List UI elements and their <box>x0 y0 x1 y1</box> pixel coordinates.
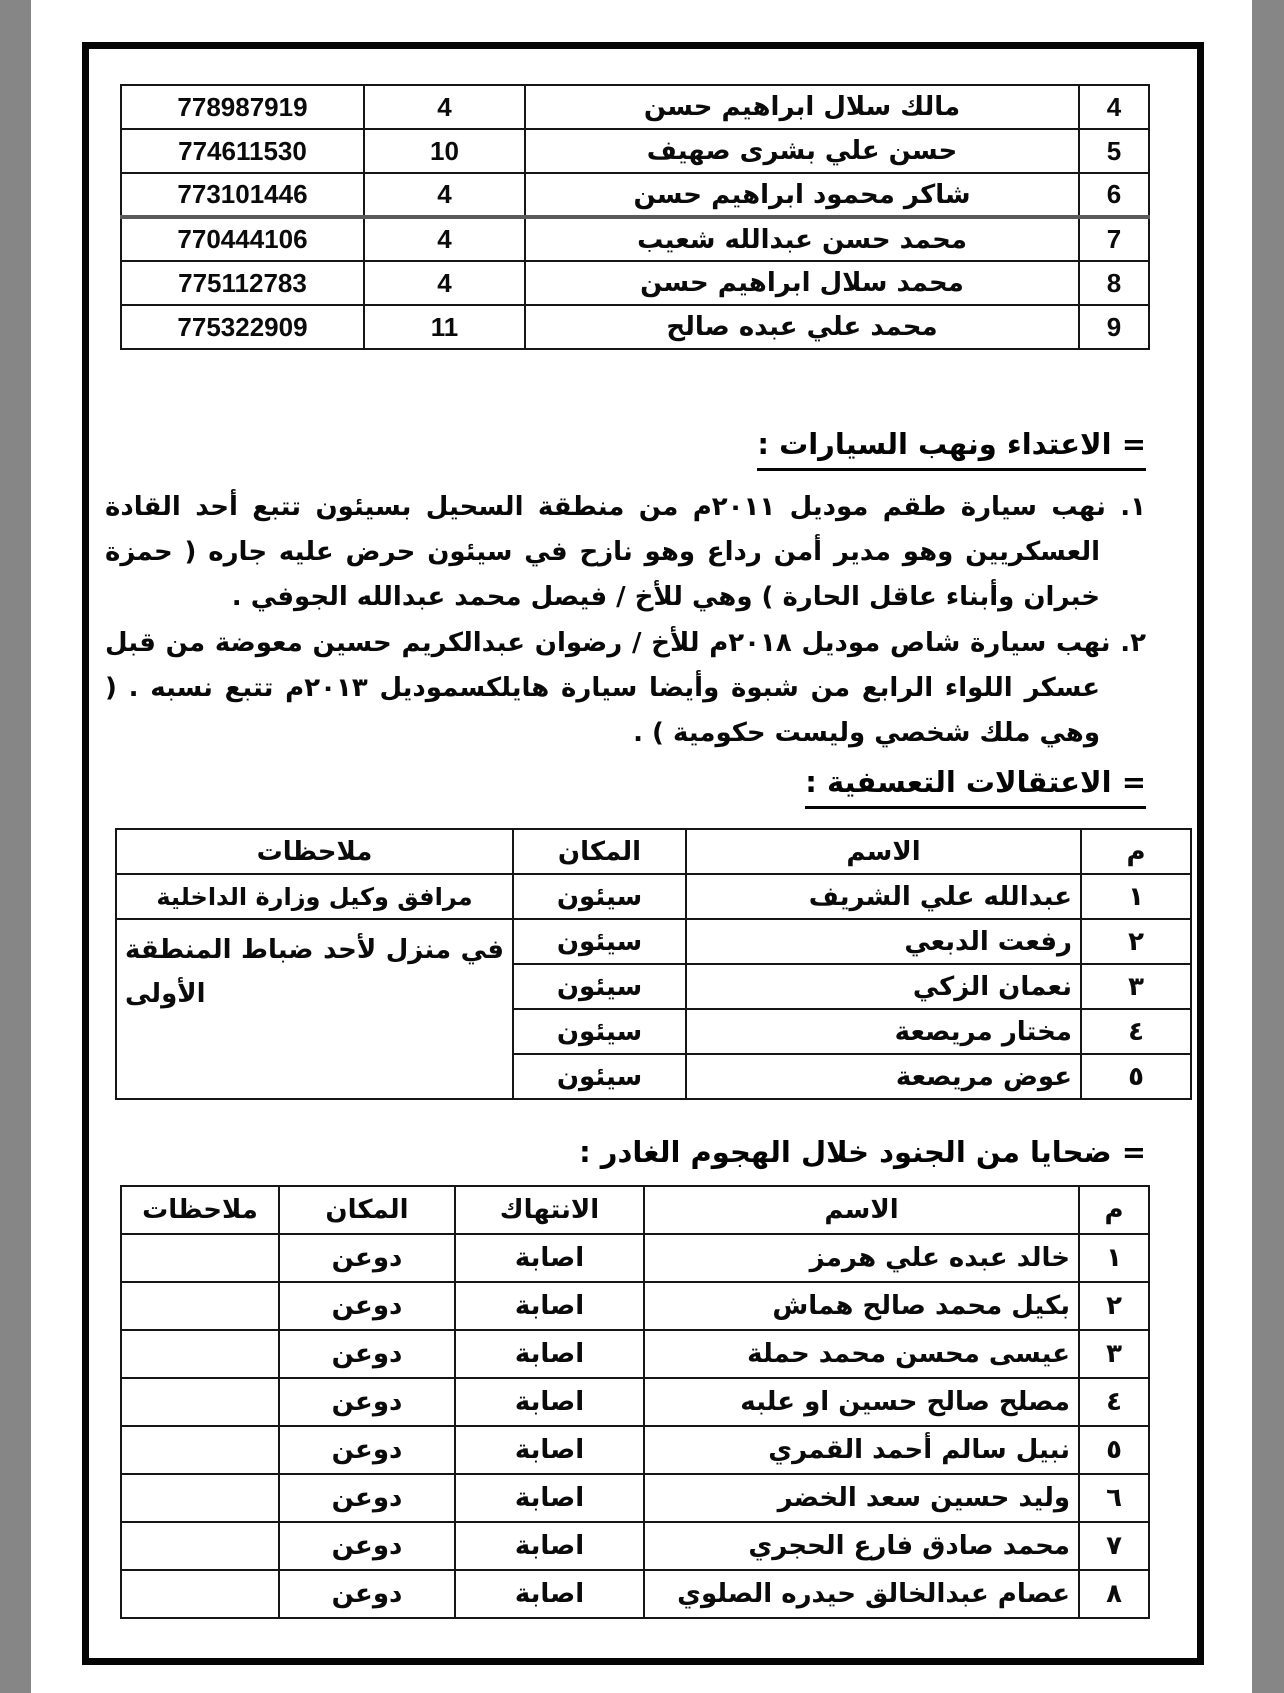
victims-section-title: = ضحايا من الجنود خلال الهجوم الغادر : <box>579 1135 1146 1169</box>
violation-cell: اصابة <box>455 1522 644 1570</box>
notes-cell <box>121 1330 279 1378</box>
row-number: ٣ <box>1079 1330 1149 1378</box>
table-row <box>121 1378 1149 1426</box>
violation-cell: اصابة <box>455 1426 644 1474</box>
place-cell: دوعن <box>279 1570 455 1618</box>
row-number: 5 <box>1079 129 1149 173</box>
notes-cell <box>121 1282 279 1330</box>
header-row <box>116 829 1191 874</box>
row-number: 8 <box>1079 261 1149 305</box>
violation-cell: اصابة <box>455 1234 644 1282</box>
violation-cell: اصابة <box>455 1330 644 1378</box>
person-name: نبيل سالم أحمد القمري <box>644 1426 1079 1474</box>
row-number: ٤ <box>1081 1009 1191 1054</box>
row-number: ٧ <box>1079 1522 1149 1570</box>
violation-cell: اصابة <box>455 1474 644 1522</box>
col-header-violation: الانتهاك <box>455 1186 644 1234</box>
phone-number: 774611530 <box>121 129 364 173</box>
col-header-num: م <box>1081 829 1191 874</box>
table-row <box>121 1234 1149 1282</box>
table-row <box>121 1282 1149 1330</box>
person-name: مختار مريصعة <box>686 1009 1081 1054</box>
violation-cell: اصابة <box>455 1570 644 1618</box>
table-row <box>116 874 1191 919</box>
table-row <box>121 129 1149 173</box>
person-name: شاكر محمود ابراهيم حسن <box>525 173 1079 217</box>
person-name: حسن علي بشرى صهيف <box>525 129 1079 173</box>
phone-number: 770444106 <box>121 217 364 261</box>
left-gray-strip <box>0 0 31 1693</box>
person-name: عوض مريصعة <box>686 1054 1081 1099</box>
count-value: 4 <box>364 261 525 305</box>
count-value: 4 <box>364 85 525 129</box>
person-name: خالد عبده علي هرمز <box>644 1234 1079 1282</box>
right-gray-strip <box>1252 0 1284 1693</box>
place-cell: دوعن <box>279 1378 455 1426</box>
assault-section-title: = الاعتداء ونهب السيارات : <box>757 427 1146 461</box>
phone-number: 775322909 <box>121 305 364 349</box>
row-number: 4 <box>1079 85 1149 129</box>
person-name: محمد حسن عبدالله شعيب <box>525 217 1079 261</box>
col-header-place: المكان <box>279 1186 455 1234</box>
place-cell: دوعن <box>279 1234 455 1282</box>
person-name: محمد سلال ابراهيم حسن <box>525 261 1079 305</box>
person-name: عصام عبدالخالق حيدره الصلوي <box>644 1570 1079 1618</box>
phone-number: 778987919 <box>121 85 364 129</box>
arrests-section-title: = الاعتقالات التعسفية : <box>805 765 1146 799</box>
merged-notes-cell: في منزل لأحد ضباط المنطقة الأولى <box>116 919 513 1099</box>
table-row <box>121 85 1149 129</box>
person-name: مالك سلال ابراهيم حسن <box>525 85 1079 129</box>
count-value: 4 <box>364 173 525 217</box>
table-row <box>121 1570 1149 1618</box>
person-name: محمد صادق فارع الحجري <box>644 1522 1079 1570</box>
table-row <box>121 1522 1149 1570</box>
person-name: نعمان الزكي <box>686 964 1081 1009</box>
table-row <box>121 1330 1149 1378</box>
col-header-name: الاسم <box>686 829 1081 874</box>
col-header-notes: ملاحظات <box>121 1186 279 1234</box>
place-cell: سيئون <box>513 964 686 1009</box>
count-value: 11 <box>364 305 525 349</box>
row-number: ٥ <box>1081 1054 1191 1099</box>
person-name: بكيل محمد صالح هماش <box>644 1282 1079 1330</box>
place-cell: سيئون <box>513 1054 686 1099</box>
place-cell: دوعن <box>279 1426 455 1474</box>
phones-table <box>120 84 1150 350</box>
person-name: وليد حسين سعد الخضر <box>644 1474 1079 1522</box>
notes-cell <box>121 1522 279 1570</box>
row-number: ٦ <box>1079 1474 1149 1522</box>
row-number: ١ <box>1081 874 1191 919</box>
violation-cell: اصابة <box>455 1282 644 1330</box>
assault-item-2: ٢. نهب سيارة شاص موديل ٢٠١٨م للأخ / رضوان عبدالكريم حسين معوضة من قبل عسكر اللواء الرابع من شبوة وأيضا سيارة هايلكسموديل ٢٠١٣م تتبع نسبه . ( وهي ملك شخصي وليست حكومية ) . <box>105 628 1146 748</box>
count-value: 4 <box>364 217 525 261</box>
table-row <box>121 261 1149 305</box>
col-header-num: م <box>1079 1186 1149 1234</box>
place-cell: سيئون <box>513 919 686 964</box>
place-cell: سيئون <box>513 874 686 919</box>
phone-number: 775112783 <box>121 261 364 305</box>
row-number: ٤ <box>1079 1378 1149 1426</box>
notes-cell: مرافق وكيل وزارة الداخلية <box>116 874 513 919</box>
row-number: 7 <box>1079 217 1149 261</box>
table-row <box>121 305 1149 349</box>
notes-cell <box>121 1570 279 1618</box>
violation-cell: اصابة <box>455 1378 644 1426</box>
notes-cell <box>121 1234 279 1282</box>
row-number: 6 <box>1079 173 1149 217</box>
place-cell: دوعن <box>279 1522 455 1570</box>
table-row <box>121 1426 1149 1474</box>
count-value: 10 <box>364 129 525 173</box>
col-header-name: الاسم <box>644 1186 1079 1234</box>
col-header-place: المكان <box>513 829 686 874</box>
row-number: ٣ <box>1081 964 1191 1009</box>
col-header-notes: ملاحظات <box>116 829 513 874</box>
table-row <box>116 919 1191 964</box>
row-number: ٨ <box>1079 1570 1149 1618</box>
person-name: عيسى محسن محمد حملة <box>644 1330 1079 1378</box>
phone-number: 773101446 <box>121 173 364 217</box>
table-row <box>121 1474 1149 1522</box>
row-number: ٢ <box>1079 1282 1149 1330</box>
person-name: محمد علي عبده صالح <box>525 305 1079 349</box>
person-name: مصلح صالح حسين او علبه <box>644 1378 1079 1426</box>
header-row <box>121 1186 1149 1234</box>
notes-cell <box>121 1426 279 1474</box>
place-cell: دوعن <box>279 1282 455 1330</box>
victims-table <box>120 1185 1150 1619</box>
person-name: رفعت الدبعي <box>686 919 1081 964</box>
notes-cell <box>121 1378 279 1426</box>
row-number: 9 <box>1079 305 1149 349</box>
person-name: عبدالله علي الشريف <box>686 874 1081 919</box>
page-frame <box>82 42 1204 1665</box>
assault-item-1: ١. نهب سيارة طقم موديل ٢٠١١م من منطقة السحيل بسيئون تتبع أحد القادة العسكريين وهو مدير أمن رداع وهو نازح في سيئون حرض عليه جاره ( حمزة خبران وأبناء عاقل الحارة ) وهي للأخ / فيصل محمد عبدالله الجوفي . <box>105 492 1146 612</box>
table-row <box>121 173 1149 217</box>
row-number: ٥ <box>1079 1426 1149 1474</box>
table-row <box>121 217 1149 261</box>
arrests-table <box>115 828 1192 1100</box>
row-number: ٢ <box>1081 919 1191 964</box>
row-number: ١ <box>1079 1234 1149 1282</box>
notes-cell <box>121 1474 279 1522</box>
place-cell: دوعن <box>279 1330 455 1378</box>
place-cell: سيئون <box>513 1009 686 1054</box>
place-cell: دوعن <box>279 1474 455 1522</box>
